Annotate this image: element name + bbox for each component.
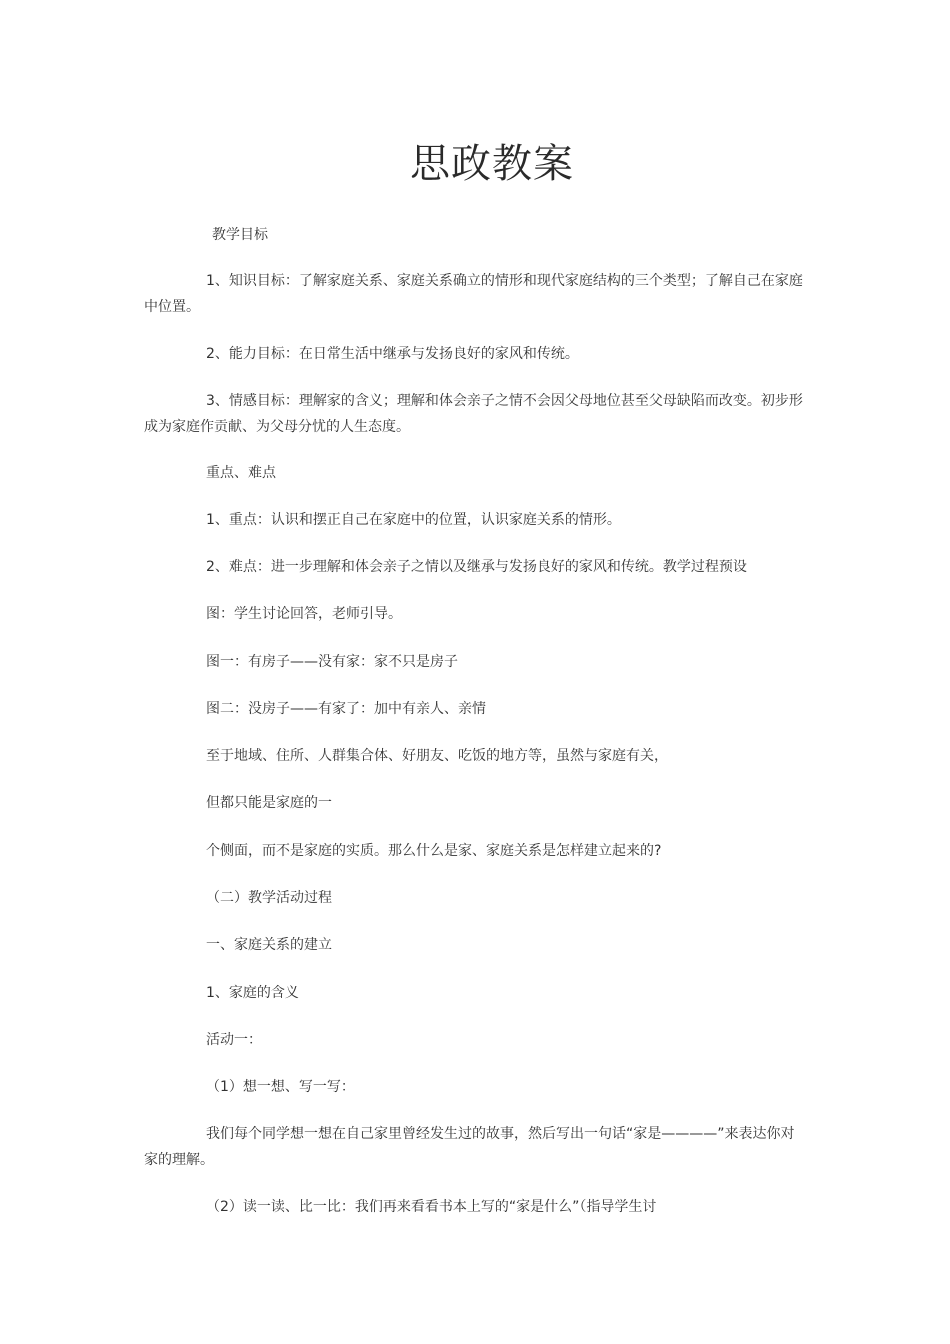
document-title: 思政教案 bbox=[410, 141, 574, 187]
section-heading-family-meaning: 1、家庭的含义 bbox=[206, 985, 299, 1001]
section-heading-teaching-goals: 教学目标 bbox=[212, 227, 268, 243]
paragraph-figure-two: 图二：没房子——有家了：加中有亲人、亲情 bbox=[206, 701, 486, 717]
paragraph-essence-question: 个侧面，而不是家庭的实质。那么什么是家、家庭关系是怎样建立起来的? bbox=[206, 843, 662, 859]
paragraph-difficult-point: 2、难点：进一步理解和体会亲子之情以及继承与发扬良好的家风和传统。教学过程预设 bbox=[206, 559, 747, 575]
paragraph-knowledge-goal: 1、知识目标：了解家庭关系、家庭关系确立的情形和现代家庭结构的三个类型；了解自己在家庭中位置。 bbox=[144, 273, 803, 315]
paragraph-story-prompt: 我们每个同学想一想在自己家里曾经发生过的故事，然后写出一句话“家是————”来表达你对家的理解。 bbox=[144, 1126, 795, 1168]
section-heading-family-relations: 一、家庭关系的建立 bbox=[206, 937, 332, 953]
section-heading-key-points: 重点、难点 bbox=[206, 465, 276, 481]
paragraph-ability-goal: 2、能力目标：在日常生活中继承与发扬良好的家风和传统。 bbox=[206, 346, 579, 362]
paragraph-figure-one: 图一：有房子——没有家：家不只是房子 bbox=[206, 654, 458, 670]
paragraph-read-compare: （2）读一读、比一比：我们再来看看书本上写的“家是什么”（指导学生讨 bbox=[206, 1199, 657, 1215]
paragraph-emotion-goal: 3、情感目标：理解家的含义；理解和体会亲子之情不会因父母地位甚至父母缺陷而改变。初步形成为家庭作贡献、为父母分忧的人生态度。 bbox=[144, 393, 803, 435]
paragraph-figure-intro: 图：学生讨论回答，老师引导。 bbox=[206, 606, 402, 622]
paragraph-think-write: （1）想一想、写一写： bbox=[206, 1079, 355, 1095]
paragraph-only-part: 但都只能是家庭的一 bbox=[206, 795, 332, 811]
section-heading-activity-one: 活动一： bbox=[206, 1032, 262, 1048]
paragraph-key-point: 1、重点：认识和摆正自己在家庭中的位置，认识家庭关系的情形。 bbox=[206, 512, 621, 528]
paragraph-aspects: 至于地域、住所、人群集合体、好朋友、吃饭的地方等，虽然与家庭有关， bbox=[206, 748, 668, 764]
section-heading-activity-process: （二）教学活动过程 bbox=[206, 890, 332, 906]
